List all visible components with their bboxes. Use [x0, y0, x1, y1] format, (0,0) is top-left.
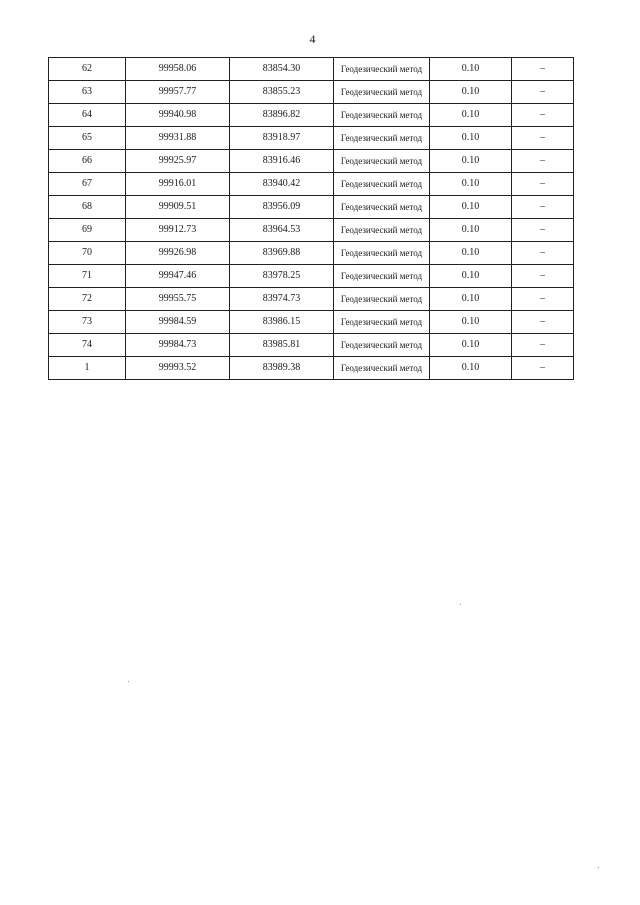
cell-method: Геодезический метод: [334, 357, 430, 380]
table-row: [49, 196, 574, 219]
cell-method: Геодезический метод: [334, 288, 430, 311]
cell-note: –: [512, 219, 574, 242]
cell-accuracy: 0.10: [430, 127, 512, 150]
cell-point: 70: [49, 242, 126, 265]
cell-note: –: [512, 288, 574, 311]
cell-accuracy: 0.10: [430, 173, 512, 196]
cell-y: 83989.38: [230, 357, 334, 380]
cell-y: 83916.46: [230, 150, 334, 173]
cell-point: 67: [49, 173, 126, 196]
cell-point: 1: [49, 357, 126, 380]
cell-y: 83969.88: [230, 242, 334, 265]
cell-method: Геодезический метод: [334, 196, 430, 219]
cell-y: 83940.42: [230, 173, 334, 196]
cell-point: 64: [49, 104, 126, 127]
cell-note: –: [512, 311, 574, 334]
cell-note: –: [512, 334, 574, 357]
cell-x: 99955.75: [126, 288, 230, 311]
cell-note: –: [512, 150, 574, 173]
cell-y: 83918.97: [230, 127, 334, 150]
cell-point: 74: [49, 334, 126, 357]
cell-x: 99931.88: [126, 127, 230, 150]
cell-note: –: [512, 58, 574, 81]
cell-x: 99916.01: [126, 173, 230, 196]
cell-x: 99926.98: [126, 242, 230, 265]
cell-accuracy: 0.10: [430, 357, 512, 380]
table-row: [49, 334, 574, 357]
cell-x: 99958.06: [126, 58, 230, 81]
cell-point: 73: [49, 311, 126, 334]
cell-method: Геодезический метод: [334, 242, 430, 265]
cell-x: 99957.77: [126, 81, 230, 104]
page-number: 4: [309, 32, 316, 46]
cell-y: 83974.73: [230, 288, 334, 311]
table-row: [49, 357, 574, 380]
cell-y: 83855.23: [230, 81, 334, 104]
cell-point: 69: [49, 219, 126, 242]
cell-method: Геодезический метод: [334, 150, 430, 173]
coordinates-table: [48, 57, 574, 380]
cell-point: 63: [49, 81, 126, 104]
cell-method: Геодезический метод: [334, 81, 430, 104]
cell-method: Геодезический метод: [334, 311, 430, 334]
cell-x: 99993.52: [126, 357, 230, 380]
cell-accuracy: 0.10: [430, 334, 512, 357]
table-row: [49, 81, 574, 104]
cell-accuracy: 0.10: [430, 242, 512, 265]
cell-x: 99912.73: [126, 219, 230, 242]
table-row: [49, 265, 574, 288]
table-row: [49, 173, 574, 196]
cell-x: 99925.97: [126, 150, 230, 173]
cell-point: 71: [49, 265, 126, 288]
cell-accuracy: 0.10: [430, 196, 512, 219]
cell-accuracy: 0.10: [430, 288, 512, 311]
cell-y: 83896.82: [230, 104, 334, 127]
cell-x: 99984.73: [126, 334, 230, 357]
cell-method: Геодезический метод: [334, 334, 430, 357]
cell-x: 99940.98: [126, 104, 230, 127]
cell-note: –: [512, 196, 574, 219]
cell-y: 83978.25: [230, 265, 334, 288]
table-row: [49, 311, 574, 334]
cell-point: 68: [49, 196, 126, 219]
cell-point: 72: [49, 288, 126, 311]
cell-accuracy: 0.10: [430, 311, 512, 334]
table-row: [49, 219, 574, 242]
cell-method: Геодезический метод: [334, 104, 430, 127]
cell-accuracy: 0.10: [430, 219, 512, 242]
cell-accuracy: 0.10: [430, 104, 512, 127]
cell-y: 83964.53: [230, 219, 334, 242]
cell-note: –: [512, 127, 574, 150]
cell-x: 99947.46: [126, 265, 230, 288]
cell-y: 83854.30: [230, 58, 334, 81]
cell-note: –: [512, 357, 574, 380]
cell-note: –: [512, 104, 574, 127]
cell-y: 83956.09: [230, 196, 334, 219]
cell-y: 83985.81: [230, 334, 334, 357]
table-row: [49, 58, 574, 81]
cell-method: Геодезический метод: [334, 58, 430, 81]
cell-accuracy: 0.10: [430, 150, 512, 173]
cell-y: 83986.15: [230, 311, 334, 334]
cell-method: Геодезический метод: [334, 127, 430, 150]
cell-point: 62: [49, 58, 126, 81]
cell-accuracy: 0.10: [430, 81, 512, 104]
cell-accuracy: 0.10: [430, 58, 512, 81]
cell-method: Геодезический метод: [334, 173, 430, 196]
cell-method: Геодезический метод: [334, 265, 430, 288]
cell-x: 99984.59: [126, 311, 230, 334]
cell-method: Геодезический метод: [334, 219, 430, 242]
table-row: [49, 242, 574, 265]
cell-accuracy: 0.10: [430, 265, 512, 288]
cell-note: –: [512, 242, 574, 265]
table-row: [49, 150, 574, 173]
cell-point: 65: [49, 127, 126, 150]
table-row: [49, 288, 574, 311]
table-row: [49, 104, 574, 127]
cell-note: –: [512, 173, 574, 196]
cell-x: 99909.51: [126, 196, 230, 219]
cell-note: –: [512, 81, 574, 104]
table-row: [49, 127, 574, 150]
cell-note: –: [512, 265, 574, 288]
cell-point: 66: [49, 150, 126, 173]
